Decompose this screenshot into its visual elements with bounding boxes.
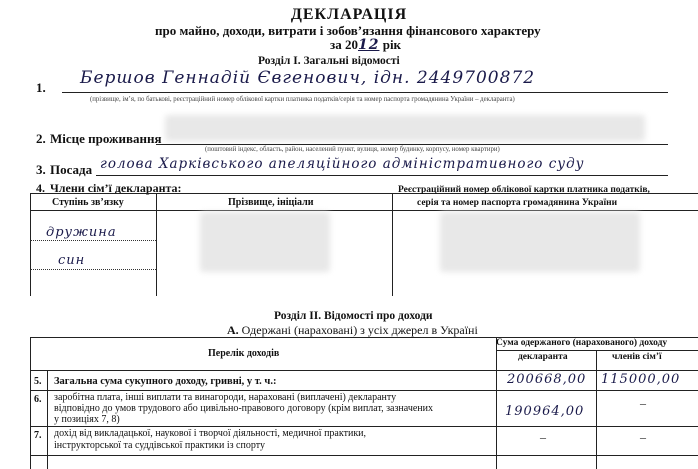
row1-number: 1. xyxy=(36,80,46,95)
income-row7-family: – xyxy=(640,430,646,444)
row2-underline xyxy=(156,144,668,145)
income-row7-text-line2: інструкторської та суддівської практики із спорту xyxy=(54,440,265,451)
family-label: Члени сім’ї декларанта: xyxy=(50,181,182,195)
declaration-subtitle: про майно, доходи, витрати і зобов’язання фінансового характеру xyxy=(155,23,541,38)
family-col-relation-header: Ступінь зв’язку xyxy=(52,197,124,208)
section2-title: Розділ ІІ. Відомості про доходи xyxy=(274,310,433,322)
family-relation-2: син xyxy=(58,253,86,268)
row4-number: 4. xyxy=(36,181,45,195)
income-family-header: членів сім’ї xyxy=(612,352,662,362)
row3-number: 3. xyxy=(36,162,46,177)
income-row6-family: – xyxy=(640,396,646,410)
income-header-bottom xyxy=(30,370,698,371)
residence-label: Місце проживання xyxy=(50,131,162,146)
family-table-left xyxy=(30,193,31,296)
family-row-sep-2 xyxy=(30,269,156,270)
income-row6-text-line3: у позиціях 7, 8) xyxy=(54,414,120,425)
section2-subtitle-letter: А. xyxy=(227,323,239,337)
income-row5-bottom xyxy=(30,390,698,391)
position-handwritten: голова Харківського апеляційного адміністративного суду xyxy=(100,156,585,172)
declaration-year xyxy=(330,37,401,53)
section1-title: Розділ І. Загальні відомості xyxy=(258,55,400,67)
income-row6-text-line1: заробітна плата, інші виплати та винагороди, нараховані (виплачені) декларанту xyxy=(54,392,397,403)
income-family-col xyxy=(596,350,597,469)
income-row6-number: 6. xyxy=(34,394,42,405)
row3-underline xyxy=(96,175,668,176)
income-sum-header: Сума одержаного (нарахованого) доходу xyxy=(496,338,668,348)
income-row7-number: 7. xyxy=(34,430,42,441)
year-handwritten: 12 xyxy=(357,37,380,53)
section2-subtitle-text: Одержані (нараховані) з усіх джерел в Україні xyxy=(241,323,478,337)
declarant-name-handwritten: Бершов Геннадій Євгенович, ідн. 2449700872 xyxy=(80,68,536,88)
income-decl-header: декларанта xyxy=(518,352,568,362)
income-row5-family: 115000,00 xyxy=(601,372,681,387)
income-row5-number: 5. xyxy=(34,376,42,387)
family-table-col1 xyxy=(156,193,157,296)
row1-underline xyxy=(62,92,668,93)
year-prefix: за 20 xyxy=(330,37,358,52)
income-left xyxy=(30,337,31,469)
family-row-sep-1 xyxy=(30,240,156,241)
row2-number: 2. xyxy=(36,131,46,146)
income-row7-declarant: – xyxy=(540,430,546,444)
income-row5-declarant: 200668,00 xyxy=(507,372,587,387)
position-label: Посада xyxy=(50,162,93,177)
row2-caption: (поштовий індекс, область, район, населений пункт, вулиця, номер будинку, корпусу, номер квартири) xyxy=(205,146,500,153)
year-suffix: рік xyxy=(382,37,402,52)
income-decl-col xyxy=(496,337,497,469)
income-sum-subheader-line xyxy=(496,350,698,351)
income-num-col xyxy=(47,370,48,469)
income-row7-bottom xyxy=(30,455,698,456)
family-names-redacted xyxy=(200,212,330,272)
family-table-col2 xyxy=(392,193,393,296)
income-row6-bottom xyxy=(30,426,698,427)
residence-redacted xyxy=(165,115,645,141)
income-row6-declarant: 190964,00 xyxy=(505,404,585,419)
family-col-id-header-line1: Реєстраційний номер облікової картки платника податків, xyxy=(398,185,650,195)
row1-caption: (прізвище, ім’я, по батькові, реєстраційний номер облікової картки платника податків/серія та номер паспорта громадянина України – декларанта) xyxy=(90,96,515,103)
family-col-id-header-line2: серія та номер паспорта громадянина України xyxy=(417,198,618,208)
income-row5-text: Загальна сума сукупного доходу, гривні, у т. ч.: xyxy=(54,376,277,387)
family-table-header-bottom xyxy=(30,210,698,211)
family-ids-redacted xyxy=(440,212,640,272)
income-list-header: Перелік доходів xyxy=(208,348,280,359)
income-row6-text-line2: відповідно до умов трудового або цивільно-правового договору (крім виплат, зазначених xyxy=(54,403,433,414)
family-relation-1: дружина xyxy=(46,225,117,240)
income-row7-text-line1: дохід від викладацької, наукової і творчої діяльності, медичної практики, xyxy=(54,428,367,439)
section2-subtitle xyxy=(227,323,478,338)
declaration-title: ДЕКЛАРАЦІЯ xyxy=(290,6,408,23)
family-col-name-header: Прізвище, ініціали xyxy=(228,197,314,208)
